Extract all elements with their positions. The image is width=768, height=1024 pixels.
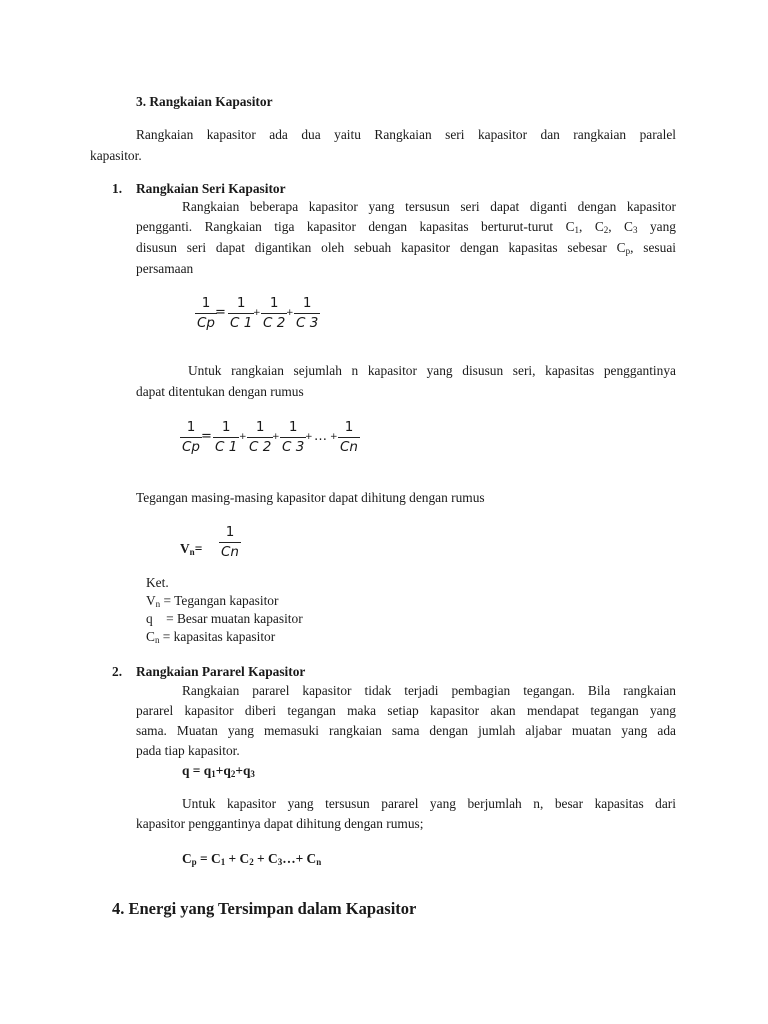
eq2-frac-cp: $\frac{1}{Cp}$	[182, 419, 200, 455]
ket-vn: $V_n$ = Tegangan kapasitor	[146, 593, 279, 609]
eq2-plus-4: +	[330, 432, 338, 442]
eq2-plus-3: +	[305, 432, 313, 442]
section-3-title: 3. Rangkaian Kapasitor	[136, 94, 273, 109]
eq1-frac-c3: $\frac{1}{C 3}$	[296, 295, 319, 331]
pararel-p1-line3: sama. Muatan yang memasuki rangkaian sama dengan jumlah aljabar muatan yang ada	[136, 723, 676, 738]
ket-cn: $C_n$ = kapasitas kapasitor	[146, 629, 276, 645]
seri-p1-line3: disusun seri dapat digantikan oleh sebuah kapasitor dengan kapasitas sebesar $C_p$, sesuai	[136, 240, 677, 256]
section-3-intro-line2: kapasitor.	[90, 148, 142, 163]
seri-p1-line2: pengganti. Rangkaian tiga kapasitor dengan kapasitas berturut-turut $C_1$, $C_2$, $C_3$ yang	[136, 219, 676, 235]
eq1-frac-c1: $\frac{1}{C 1}$	[230, 295, 253, 331]
eq2-plus-2: +	[272, 432, 280, 442]
pararel-title: Rangkaian Pararel Kapasitor	[136, 664, 306, 679]
eq2-plus-1: +	[239, 432, 247, 442]
pararel-p2-line1: Untuk kapasitor yang tersusun pararel yang berjumlah n, besar kapasitas dari	[182, 796, 676, 811]
ket-label: Ket.	[146, 575, 169, 590]
pararel-number: 2.	[112, 664, 123, 679]
seri-p2-line2: dapat ditentukan dengan rumus	[136, 384, 304, 399]
formula-charge: $q = q_1+q_2+q_3$	[182, 763, 255, 779]
eq2-equals: =	[201, 429, 212, 444]
seri-number: 1.	[112, 181, 123, 196]
eq2-frac-c3: $\frac{1}{C 3}$	[282, 419, 305, 455]
eq3-vn: $V_n=$	[180, 541, 203, 557]
eq1-frac-cp: $\frac{1}{Cp}$	[197, 295, 215, 331]
formula-capacitance: $C_p = C_1 + C_2$ + $C_3\dots+ C_n$	[182, 851, 322, 867]
eq2-frac-c2: $\frac{1}{C 2}$	[249, 419, 272, 455]
seri-p1-line4: persamaan	[136, 261, 194, 276]
eq2-ellipsis: …	[314, 429, 327, 444]
pararel-p1-line4: pada tiap kapasitor.	[136, 743, 240, 758]
section-3-intro-line1: Rangkaian kapasitor ada dua yaitu Rangkaian seri kapasitor dan rangkaian paralel	[136, 127, 676, 142]
eq1-plus-2: +	[286, 308, 294, 318]
section-4-title: 4. Energi yang Tersimpan dalam Kapasitor	[112, 899, 417, 918]
seri-p1-line1: Rangkaian beberapa kapasitor yang tersusun seri dapat diganti dengan kapasitor	[182, 199, 676, 214]
eq2-frac-c1: $\frac{1}{C 1}$	[215, 419, 238, 455]
eq2-frac-cn: $\frac{1}{Cn}$	[340, 419, 358, 455]
eq3-frac-cn: $\frac{1}{Cn}$	[221, 524, 239, 560]
ket-q: q = Besar muatan kapasitor	[146, 611, 303, 626]
eq1-plus-1: +	[253, 308, 261, 318]
eq1-equals: =	[215, 305, 226, 320]
eq1-frac-c2: $\frac{1}{C 2}$	[263, 295, 286, 331]
seri-p3: Tegangan masing-masing kapasitor dapat dihitung dengan rumus	[136, 490, 485, 505]
pararel-p1-line2: pararel kapasitor diberi tegangan maka setiap kapasitor akan mendapat tegangan yang	[136, 703, 676, 718]
pararel-p2-line2: kapasitor penggantinya dapat dihitung dengan rumus;	[136, 816, 424, 831]
seri-p2-line1: Untuk rangkaian sejumlah n kapasitor yang disusun seri, kapasitas penggantinya	[188, 363, 676, 378]
seri-title: Rangkaian Seri Kapasitor	[136, 181, 286, 196]
pararel-p1-line1: Rangkaian pararel kapasitor tidak terjadi pembagian tegangan. Bila rangkaian	[182, 683, 676, 698]
